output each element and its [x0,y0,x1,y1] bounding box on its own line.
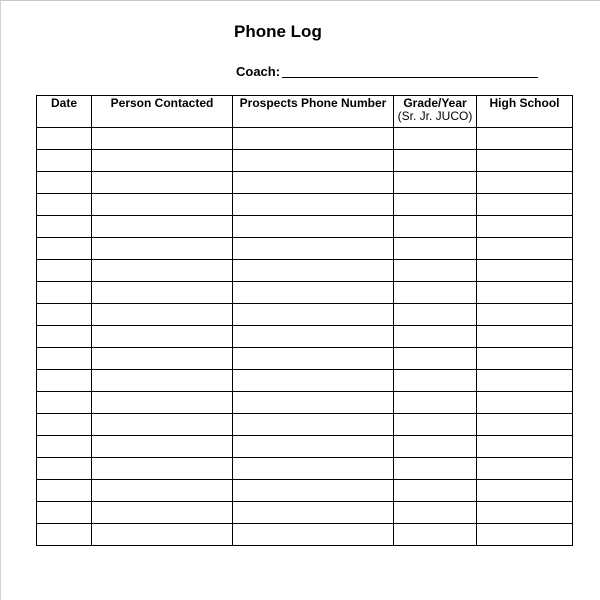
table-row [37,260,573,282]
header-prospects-phone-number: Prospects Phone Number [233,96,394,128]
header-person-contacted: Person Contacted [92,96,233,128]
person-contacted-cell [92,282,233,304]
phone-number-cell [233,392,394,414]
phone-number-cell [233,524,394,546]
phone-number-cell [233,260,394,282]
table-row [37,238,573,260]
phone-number-cell [233,436,394,458]
person-contacted-cell [92,392,233,414]
table-header-row [37,96,573,128]
grade-year-cell [394,216,477,238]
table-row [37,326,573,348]
page-title: Phone Log [234,22,322,41]
table-row [37,128,573,150]
person-contacted-cell [92,238,233,260]
high-school-cell [477,502,573,524]
high-school-cell [477,414,573,436]
table-row [37,216,573,238]
person-contacted-cell [92,172,233,194]
grade-year-cell [394,194,477,216]
grade-year-cell [394,128,477,150]
high-school-cell [477,260,573,282]
phone-number-cell [233,194,394,216]
person-contacted-cell [92,480,233,502]
person-contacted-cell [92,524,233,546]
table-row [37,392,573,414]
phone-number-cell [233,150,394,172]
grade-year-cell [394,304,477,326]
high-school-cell [477,150,573,172]
grade-year-cell [394,260,477,282]
person-contacted-cell [92,304,233,326]
high-school-cell [477,458,573,480]
coach-blank-line [282,77,538,78]
high-school-cell [477,194,573,216]
person-contacted-cell [92,128,233,150]
phone-number-cell [233,238,394,260]
coach-label: Coach: [236,64,281,79]
table-row [37,524,573,546]
high-school-cell [477,370,573,392]
grade-year-cell [394,436,477,458]
phone-number-cell [233,326,394,348]
high-school-cell [477,128,573,150]
person-contacted-cell [92,370,233,392]
phone-number-cell [233,502,394,524]
table-row [37,414,573,436]
header-high-school: High School [477,96,573,128]
grade-year-cell [394,480,477,502]
person-contacted-cell [92,326,233,348]
table-row [37,304,573,326]
grade-year-cell [394,524,477,546]
phone-number-cell [233,128,394,150]
date-cell [37,238,92,260]
header-date: Date [37,96,92,128]
table-row [37,348,573,370]
table-row [37,194,573,216]
grade-year-cell [394,282,477,304]
phone-number-cell [233,348,394,370]
person-contacted-cell [92,216,233,238]
grade-year-cell [394,348,477,370]
header-grade-year-label: Grade/Year [403,96,467,110]
phone-number-cell [233,304,394,326]
header-grade-year [394,96,477,128]
person-contacted-cell [92,458,233,480]
table-row [37,436,573,458]
date-cell [37,524,92,546]
date-cell [37,436,92,458]
high-school-cell [477,392,573,414]
date-cell [37,370,92,392]
date-cell [37,348,92,370]
page-border-left [0,0,1,600]
table-row [37,480,573,502]
table-row [37,502,573,524]
phone-number-cell [233,282,394,304]
table-row [37,172,573,194]
table-row [37,370,573,392]
table-row [37,150,573,172]
person-contacted-cell [92,414,233,436]
grade-year-cell [394,458,477,480]
table-row [37,282,573,304]
phone-number-cell [233,370,394,392]
grade-year-cell [394,238,477,260]
phone-number-cell [233,414,394,436]
grade-year-cell [394,370,477,392]
high-school-cell [477,524,573,546]
person-contacted-cell [92,194,233,216]
date-cell [37,502,92,524]
date-cell [37,480,92,502]
person-contacted-cell [92,436,233,458]
date-cell [37,414,92,436]
phone-number-cell [233,216,394,238]
high-school-cell [477,304,573,326]
phone-number-cell [233,480,394,502]
grade-year-cell [394,392,477,414]
high-school-cell [477,326,573,348]
person-contacted-cell [92,502,233,524]
high-school-cell [477,480,573,502]
person-contacted-cell [92,348,233,370]
grade-year-cell [394,150,477,172]
phone-log-table [36,95,573,546]
header-grade-year-sublabel: (Sr. Jr. JUCO) [397,109,473,123]
date-cell [37,260,92,282]
phone-number-cell [233,172,394,194]
page-border-top [0,0,600,1]
date-cell [37,282,92,304]
date-cell [37,326,92,348]
grade-year-cell [394,502,477,524]
date-cell [37,194,92,216]
date-cell [37,392,92,414]
phone-number-cell [233,458,394,480]
table-row [37,458,573,480]
high-school-cell [477,216,573,238]
date-cell [37,458,92,480]
person-contacted-cell [92,260,233,282]
date-cell [37,128,92,150]
date-cell [37,216,92,238]
date-cell [37,172,92,194]
grade-year-cell [394,326,477,348]
grade-year-cell [394,414,477,436]
high-school-cell [477,436,573,458]
high-school-cell [477,238,573,260]
table-body [37,128,573,546]
grade-year-cell [394,172,477,194]
high-school-cell [477,172,573,194]
high-school-cell [477,348,573,370]
person-contacted-cell [92,150,233,172]
high-school-cell [477,282,573,304]
date-cell [37,150,92,172]
date-cell [37,304,92,326]
